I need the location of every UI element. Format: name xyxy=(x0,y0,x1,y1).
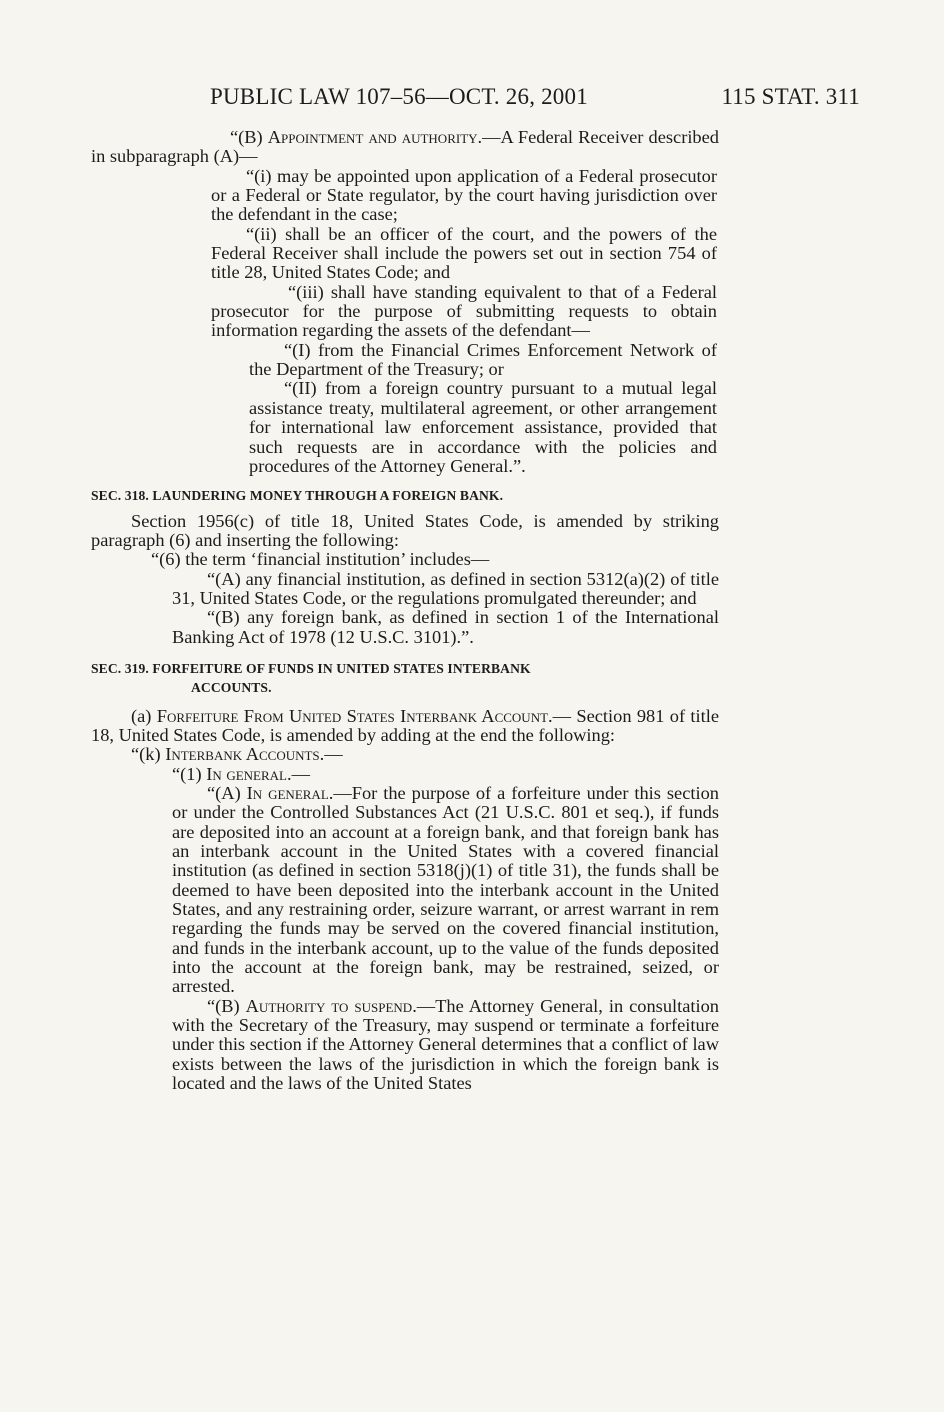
section-319-subsection-a: (a) Forfeiture From United States Interbank Account.— Section 981 of title 18, United States Code, is amended by adding at the end the following: xyxy=(91,705,719,745)
document-body xyxy=(91,128,719,1094)
section-318-paragraph: Section 1956(c) of title 18, United States Code, is amended by striking paragraph (6) and inserting the following: xyxy=(91,510,719,550)
paragraph-1-heading: “(1) In general.— xyxy=(172,763,310,784)
section-318-subparagraph-b: “(B) any foreign bank, as defined in section 1 of the International Banking Act of 1978 (12 U.S.C. 3101).”. xyxy=(172,607,719,647)
running-header xyxy=(210,84,860,114)
clause-ii: “(ii) shall be an officer of the court, and the powers of the Federal Receiver shall include the powers set out in section 754 of title 28, United States Code; and xyxy=(211,223,717,283)
subparagraph-b-authority-to-suspend: “(B) Authority to suspend.—The Attorney General, in consultation with the Secretary of the Treasury, may suspend or terminate a forfeiture under this section if the Attorney General determines that a conflict of law exists between the laws of the jurisdiction in which the foreign bank is located and the laws of the United States xyxy=(172,995,720,1094)
subsection-k-heading: “(k) Interbank Accounts.— xyxy=(131,744,343,765)
header-law-citation: PUBLIC LAW 107–56—OCT. 26, 2001 xyxy=(210,84,588,109)
subclause-I: “(I) from the Financial Crimes Enforcement Network of the Department of the Treasury; or xyxy=(249,339,717,380)
subparagraph-a-in-general: “(A) In general.—For the purpose of a forfeiture under this section or under the Controlled Substances Act (21 U.S.C. 801 et seq.), if funds are deposited into an account at a foreign bank, and that foreign bank has an interbank account in the United States with a covered financial institution (as defined in section 5318(j)(1) of title 31), the funds shall be deemed to have been deposited into the interbank account in the United States, and any restraining order, seizure warrant, or arrest warrant in rem regarding the funds may be served on the covered financial institution, and funds in the interbank account, up to the value of the funds deposited into the account at the foreign bank, may be restrained, seized, or arrested. xyxy=(172,783,719,997)
clause-i: “(i) may be appointed upon application of a Federal prosecutor or a Federal or State regulator, by the court having jurisdiction over the defendant in the case; xyxy=(211,165,717,225)
section-319-heading: SEC. 319. FORFEITURE OF FUNDS IN UNITED STATES INTERBANK ACCOUNTS. xyxy=(91,660,531,696)
subclause-II: “(II) from a foreign country pursuant to a mutual legal assistance treaty, multilateral agreement, or other arrangement for international law enforcement assistance, provided that such requests are in accordance with the policies and procedures of the Attorney General.”. xyxy=(249,378,717,476)
header-page-number: 115 STAT. 311 xyxy=(721,84,860,109)
paragraph-b-appointment: “(B) Appointment and authority.—A Federal Receiver described in subparagraph (A)— xyxy=(91,127,719,167)
clause-iii: “(iii) shall have standing equivalent to that of a Federal prosecutor for the purpose of submitting requests to obtain information regarding the assets of the defendant— xyxy=(211,281,717,341)
section-318-heading: SEC. 318. LAUNDERING MONEY THROUGH A FOREIGN BANK. xyxy=(91,488,504,504)
section-318-subparagraph-a: “(A) any financial institution, as defined in section 5312(a)(2) of title 31, United States Code, or the regulations promulgated thereunder; and xyxy=(172,568,719,608)
section-318-paragraph-6: “(6) the term ‘financial institution’ includes— xyxy=(151,549,490,570)
